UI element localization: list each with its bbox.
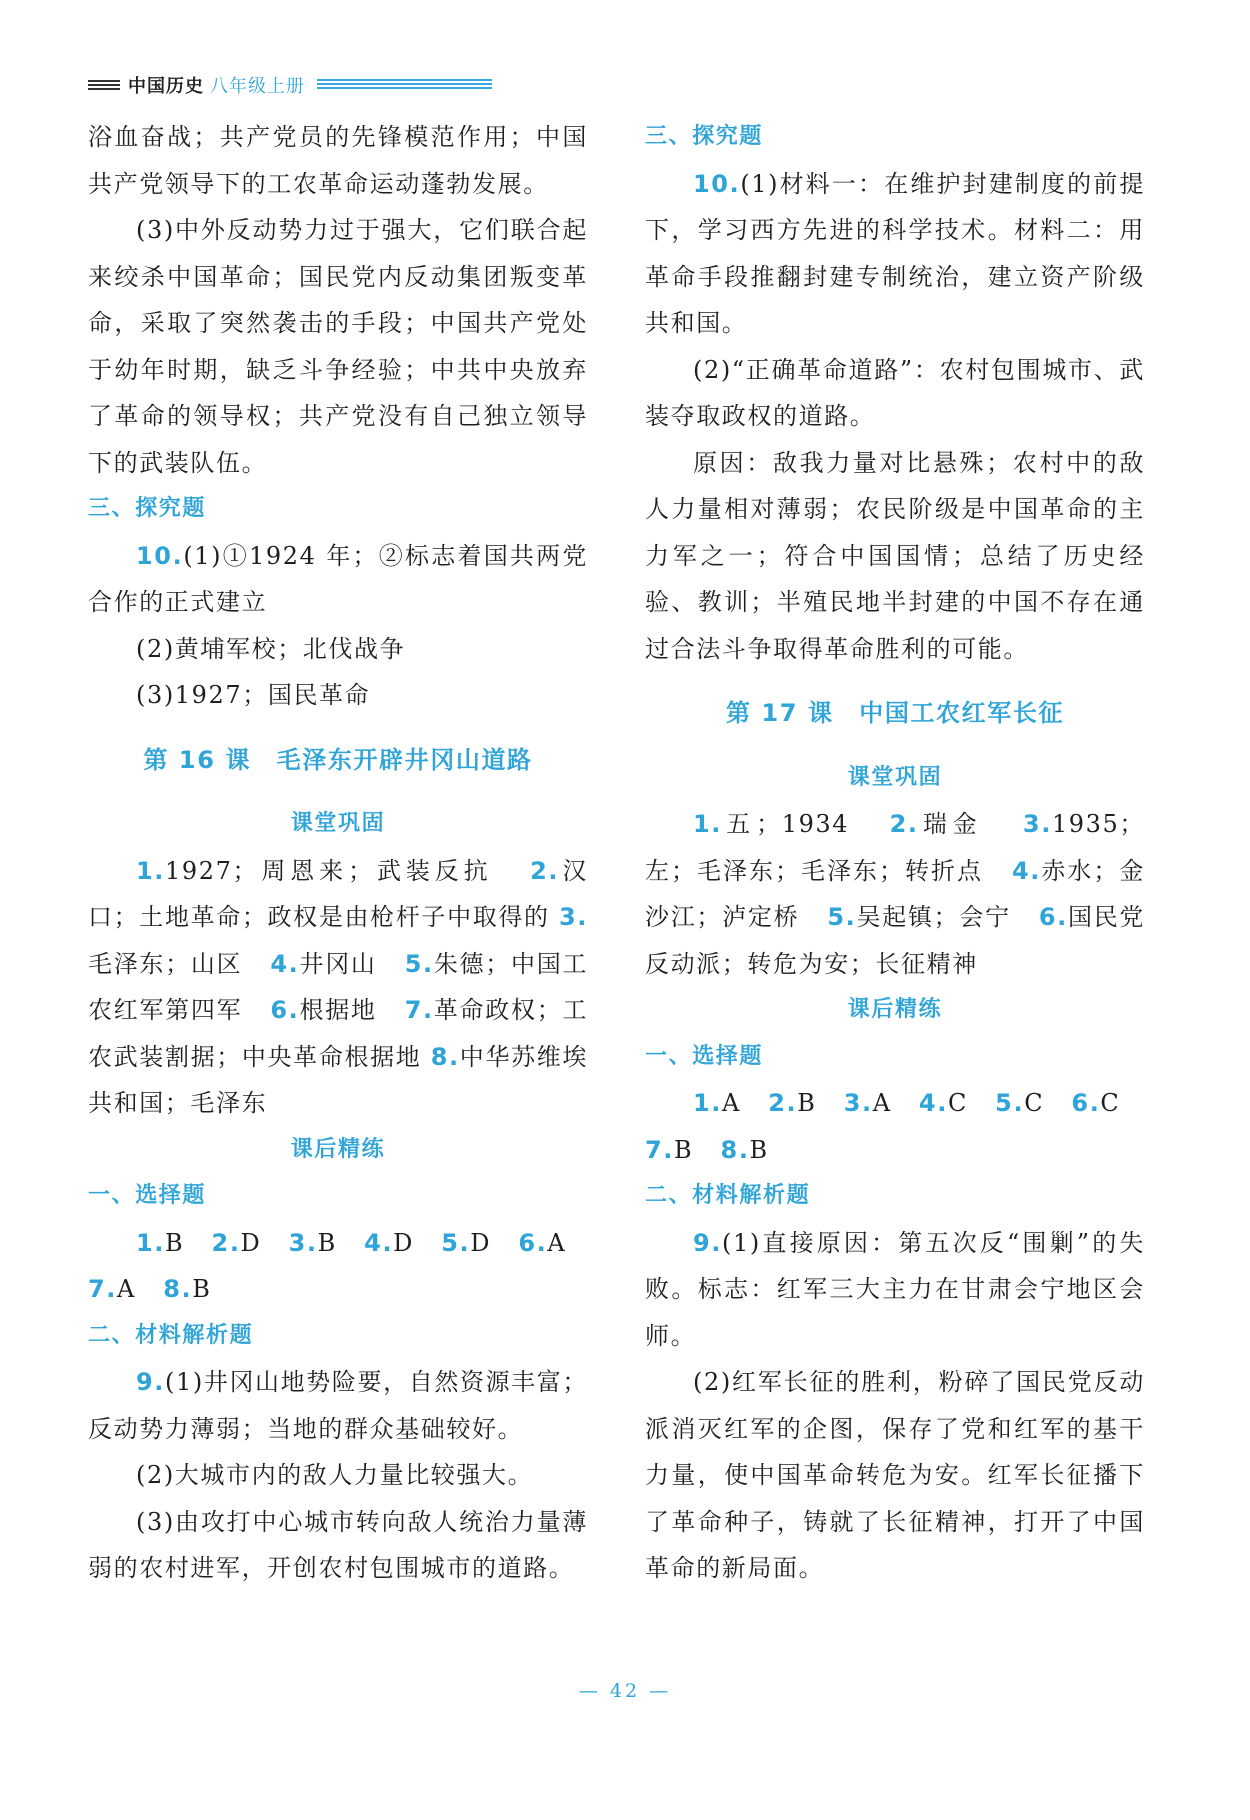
left-choice-answers [88,1220,588,1267]
right-q10-b: (2)“正确革命道路”：农村包围城市、武装夺取政权的道路。 [645,355,1145,430]
kt-answer: 汉口；土地革命；政权是由枪杆子中取得的 [88,856,588,931]
mc-item: 6.C [1071,1089,1121,1117]
left-classwork-answers [88,848,588,1127]
kt-answer: 中华苏维埃共和国；毛泽东 [88,1042,588,1117]
right-homework-heading: 课后精练 [847,997,943,1022]
right-classwork-heading: 课堂巩固 [847,764,943,790]
left-q9-a-text: (1)井冈山地势险要，自然资源丰富；反动势力薄弱；当地的群众基础较好。 [88,1368,588,1443]
kt-answer: 根据地 [299,996,377,1024]
kt-number: 7. [404,996,434,1024]
mc-item: 2.D [211,1228,262,1257]
kt-number: 6. [1038,903,1068,931]
kt-number: 1. [693,810,723,838]
right-q10-a-text: (1)材料一：在维护封建制度的前提下，学习西方先进的科学技术。材料二：用革命手段推翻封建专制统治，建立资产阶级共和国。 [645,169,1145,337]
mc-item: 4.C [918,1089,968,1117]
page-number: — 42 — [578,1680,672,1702]
kt-answer: 井冈山 [299,949,377,978]
mc-item: 3.B [288,1228,337,1257]
header-decor-bar-right [317,79,492,91]
kt-answer: 1935；左；毛泽东；毛泽东；转折点 [645,810,1146,885]
right-q9-a-text: (1)直接原因：第五次反“围剿”的失败。标志：红军三大主力在甘肃会宁地区会师。 [645,1228,1145,1350]
left-section-choice: 一、选择题 [88,1183,207,1208]
left-q10-c: (3)1927；国民革命 [136,681,371,709]
kt-number: 4. [270,949,300,978]
kt-answer: 朱德；中国工农红军第四军 [88,949,589,1024]
left-q9-a [88,1359,588,1452]
right-q10-number: 10. [693,169,741,198]
kt-number: 3. [1022,810,1052,838]
right-column [645,114,1145,1592]
kt-number: 8. [430,1042,460,1071]
kt-number: 3. [558,903,588,931]
left-q9-c: (3)由攻打中心城市转向敌人统治力量薄弱的农村进军，开创农村包围城市的道路。 [88,1507,588,1582]
kt-answer: 1927；周恩来；武装反抗 [165,856,493,885]
kt-answer: 毛泽东；山区 [88,949,243,978]
mc-item: 1.B [136,1228,185,1257]
left-q10-a-text: (1)①1924 年；②标志着国共两党合作的正式建立 [88,541,588,616]
mc-item: 2.B [768,1089,817,1117]
kt-answer: 五；1934 [722,810,850,838]
mc-item: 3.A [843,1089,892,1117]
left-section-material: 二、材料解析题 [88,1322,254,1348]
kt-number: 1. [136,856,166,885]
kt-number: 2. [530,856,560,885]
mc-item: 8.B [163,1275,212,1303]
right-q9-number: 9. [693,1228,723,1257]
kt-number: 5. [827,903,857,931]
kt-answer: 吴起镇；会宁 [856,903,1011,931]
mc-item: 5.D [441,1228,492,1257]
right-section-inquiry: 三、探究题 [645,124,764,149]
kt-number: 6. [270,996,300,1024]
left-column [88,114,588,1592]
right-section-choice: 一、选择题 [645,1043,764,1069]
lesson-16-title: 第 16 课 毛泽东开辟井冈山道路 [143,745,533,774]
right-classwork-answers [645,801,1145,987]
right-q9-b: (2)红军长征的胜利，粉碎了国民党反动派消灭红军的企图，保存了党和红军的基干力量，使中国革命转危为安。红军长征播下了革命种子，铸就了长征精神，打开了中国革命的新局面。 [645,1368,1145,1582]
right-q9-a [645,1220,1145,1360]
kt-number: 4. [1011,856,1041,885]
header-grade: 八年级上册 [210,76,305,97]
lesson-17-title: 第 17 课 中国工农红军长征 [725,699,1065,727]
mc-item: 5.C [995,1089,1045,1117]
left-homework-heading: 课后精练 [290,1136,386,1162]
kt-answer: 赤水；金沙江；泸定桥 [645,856,1145,931]
right-q10-c: 原因：敌我力量对比悬殊；农村中的敌人力量相对薄弱；农民阶级是中国革命的主力军之一；符合中国国情；总结了历史经验、教训；半殖民地半封建的中国不存在通过合法斗争取得革命胜利的可能。 [645,448,1145,663]
mc-item: 4.D [364,1228,415,1257]
kt-number: 5. [404,949,434,978]
header-decor-bar-left [88,80,120,90]
mc-item: 7.A [88,1275,136,1303]
left-choice-answers-2 [88,1266,588,1313]
left-q9-b: (2)大城市内的敌人力量比较强大。 [136,1461,534,1489]
mc-item: 7.B [645,1135,694,1164]
mc-item: 1.A [693,1089,741,1117]
mc-item: 6.A [518,1228,567,1257]
left-section-inquiry: 三、探究题 [88,496,207,521]
left-q9-number: 9. [136,1368,166,1396]
left-classwork-heading: 课堂巩固 [290,811,386,836]
left-q10-a [88,533,588,626]
right-choice-answers [645,1080,1145,1127]
kt-answer: 革命政权；工农武装割据；中央革命根据地 [88,996,589,1071]
mc-item: 8.B [720,1135,769,1164]
kt-answer: 国民党反动派；转危为安；长征精神 [645,903,1146,978]
right-choice-answers-2 [645,1127,1145,1174]
right-section-material: 二、材料解析题 [645,1183,811,1208]
kt-answer: 瑞金 [918,810,983,838]
left-paragraph-1: 浴血奋战；共产党员的先锋模范作用；中国共产党领导下的工农革命运动蓬勃发展。 [88,123,588,198]
header-subject: 中国历史 [128,76,204,97]
left-paragraph-2: (3)中外反动势力过于强大，它们联合起来绞杀中国革命；国民党内反动集团叛变革命，采取了突然袭击的手段；中国共产党处于幼年时期，缺乏斗争经验；中共中央放弃了革命的领导权；共产党没有自己独立领导下的武装队伍。 [88,216,588,477]
left-q10-b: (2)黄埔军校；北伐战争 [136,634,406,663]
right-q10-a [645,161,1145,347]
left-q10-number: 10. [136,541,184,570]
kt-number: 2. [889,810,919,838]
page-header [88,72,492,98]
